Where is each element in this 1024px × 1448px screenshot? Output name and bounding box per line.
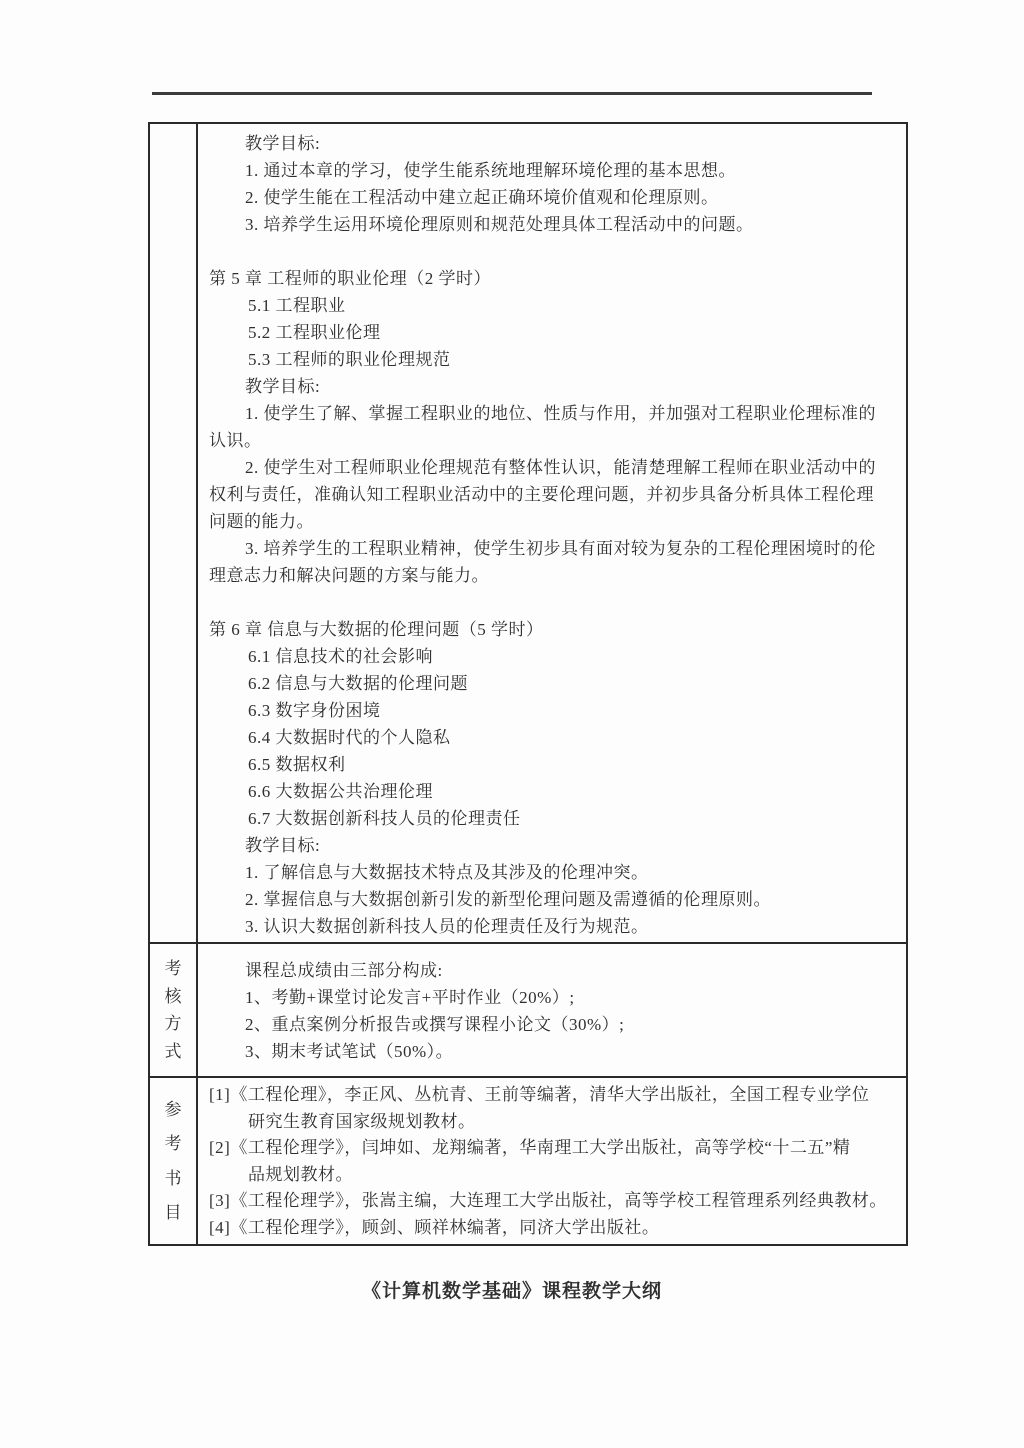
text-line: 品规划教材。 [248,1164,353,1184]
text-line: 3、期末考试笔试（50%）。 [245,1042,454,1061]
text-line: 教学目标: [245,836,321,855]
label-char: 目 [164,1202,182,1222]
row-label-cell [150,944,198,1076]
text-line: 6.4 大数据时代的个人隐私 [248,728,451,747]
text-line: 教学目标: [245,134,321,153]
text-line: 1. 了解信息与大数据技术特点及其涉及的伦理冲突。 [245,863,649,882]
label-char: 式 [164,1041,182,1061]
text-line: 5.3 工程师的职业伦理规范 [248,350,451,369]
text-line: [4]《工程伦理学》，顾剑、顾祥林编著，同济大学出版社。 [209,1217,660,1237]
table-row [150,124,906,944]
text-line: 6.3 数字身份困境 [248,701,381,720]
text-line: 6.5 数据权利 [248,755,346,774]
text-line [209,238,900,265]
text-line: 5.1 工程职业 [248,296,346,315]
text-line: 6.2 信息与大数据的伦理问题 [248,674,468,693]
text-line: 6.1 信息技术的社会影响 [248,647,433,666]
row-content-cell [198,944,906,1076]
text-line: 问题的能力。 [209,512,314,531]
text-line: 1. 通过本章的学习，使学生能系统地理解环境伦理的基本思想。 [245,161,736,180]
text-line: 1. 使学生了解、掌握工程职业的地位、性质与作用，并加强对工程职业伦理标准的 [245,404,876,423]
text-line: 1、考勤+课堂讨论发言+平时作业（20%）; [245,988,575,1007]
text-line: 教学目标: [245,377,321,396]
text-line: 权利与责任，准确认知工程职业活动中的主要伦理问题，并初步具备分析具体工程伦理 [209,485,874,504]
row-label-cell [150,124,198,942]
text-line: 6.6 大数据公共治理伦理 [248,782,433,801]
text-line: 研究生教育国家级规划教材。 [248,1111,476,1131]
label-char: 考 [164,1134,182,1154]
row-label-cell [150,1078,198,1244]
text-line: 5.2 工程职业伦理 [248,323,381,342]
text-line: [3]《工程伦理学》，张嵩主编，大连理工大学出版社，高等学校工程管理系列经典教材。 [209,1191,887,1210]
syllabus-table [148,122,908,1246]
text-line: 理意志力和解决问题的方案与能力。 [209,566,489,585]
text-line: 6.7 大数据创新科技人员的伦理责任 [248,809,521,828]
text-line [209,589,900,616]
table-row [150,1078,906,1244]
label-char: 参 [164,1100,182,1120]
text-line: 认识。 [209,431,262,450]
text-line: 3. 认识大数据创新科技人员的伦理责任及行为规范。 [245,917,649,936]
text-line: 3. 培养学生的工程职业精神，使学生初步具有面对较为复杂的工程伦理困境时的伦 [245,539,876,558]
header-rule [152,92,872,95]
text-line: 2. 使学生对工程师职业伦理规范有整体性认识，能清楚理解工程师在职业活动中的 [245,458,876,477]
text-line: [2]《工程伦理学》，闫坤如、龙翔编著，华南理工大学出版社，高等学校“十二五”精 [209,1138,851,1157]
row-content-cell [198,124,906,942]
label-char: 核 [164,986,182,1006]
label-char: 书 [164,1168,182,1188]
label-char: 方 [164,1014,182,1034]
row-content-cell [198,1078,906,1244]
table-row [150,944,906,1078]
text-line: 2. 掌握信息与大数据创新引发的新型伦理问题及需遵循的伦理原则。 [245,890,771,909]
text-line: 第 5 章 工程师的职业伦理（2 学时） [209,269,491,288]
text-line: [1]《工程伦理》，李正风、丛杭青、王前等编著，清华大学出版社，全国工程专业学位 [209,1085,870,1104]
text-line: 3. 培养学生运用环境伦理原则和规范处理具体工程活动中的问题。 [245,215,754,234]
text-line: 2. 使学生能在工程活动中建立起正确环境价值观和伦理原则。 [245,188,719,207]
text-line: 课程总成绩由三部分构成: [245,961,443,980]
text-line: 2、重点案例分析报告或撰写课程小论文（30%）; [245,1015,625,1034]
text-line: 第 6 章 信息与大数据的伦理问题（5 学时） [209,620,544,639]
label-char: 考 [164,959,182,979]
next-course-outline-title: 《计算机数学基础》课程教学大纲 [361,1281,662,1302]
